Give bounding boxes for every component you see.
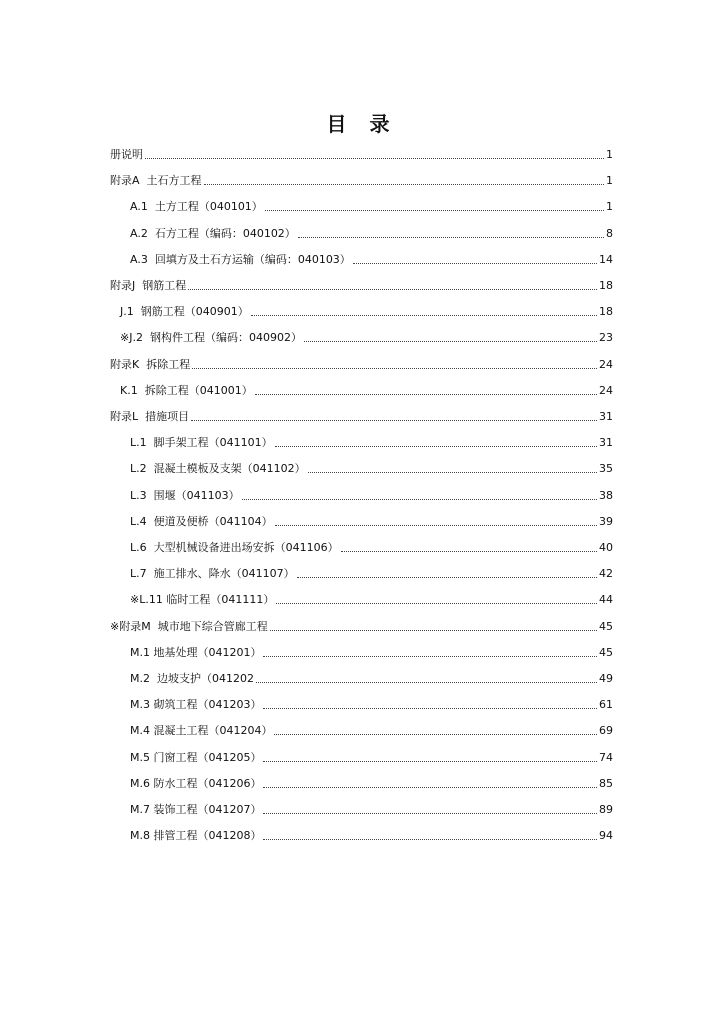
toc-entry-label: M.6 防水工程（041206） xyxy=(130,776,262,790)
toc-entry[interactable] xyxy=(130,640,613,660)
dot-leader xyxy=(265,209,604,211)
toc-entry[interactable] xyxy=(110,614,613,634)
toc-entry-label: M.5 门窗工程（041205） xyxy=(130,750,262,764)
toc-entry-page-number: 61 xyxy=(599,698,613,712)
toc-entry-label: L.2 混凝土模板及支架（041102） xyxy=(130,462,306,476)
dot-leader xyxy=(276,602,597,604)
toc-entry-label: 附录J 钢筋工程 xyxy=(110,279,187,292)
dot-leader xyxy=(145,157,604,159)
toc-entry-label: K.1 拆除工程（041001） xyxy=(120,383,253,397)
toc-entry-page-number: 45 xyxy=(599,645,613,659)
toc-entry-label: A.1 土方工程（040101） xyxy=(130,200,263,214)
toc-entry-label: 附录A 土石方工程 xyxy=(110,174,202,188)
toc-entry-page-number: 18 xyxy=(599,305,613,319)
toc-entry-page-number: 31 xyxy=(599,410,613,423)
toc-entry-label: M.7 装饰工程（041207） xyxy=(130,803,262,816)
toc-entry[interactable] xyxy=(130,745,613,765)
toc-entry-label: ※附录M 城市地下综合管廊工程 xyxy=(110,619,268,633)
dot-leader xyxy=(242,498,597,500)
toc-entry-label: 附录K 拆除工程 xyxy=(110,357,191,371)
dot-leader xyxy=(308,471,597,473)
toc-entry-label: 册说明 xyxy=(110,148,143,161)
dot-leader xyxy=(341,550,597,552)
dot-leader xyxy=(304,340,597,342)
toc-entry[interactable] xyxy=(130,535,613,555)
toc-entry-label: 附录L 措施项目 xyxy=(110,410,190,423)
toc-entry[interactable] xyxy=(120,299,613,319)
dot-leader xyxy=(263,707,597,709)
toc-entry-label: L.6 大型机械设备进出场安拆（041106） xyxy=(130,541,339,554)
dot-leader xyxy=(353,262,597,264)
dot-leader xyxy=(270,629,597,631)
toc-entry-page-number: 1 xyxy=(606,148,613,161)
toc-entry-page-number: 38 xyxy=(599,488,613,502)
toc-entry-page-number: 40 xyxy=(599,541,613,554)
toc-entry-page-number: 94 xyxy=(599,829,613,843)
toc-entry[interactable] xyxy=(130,692,613,712)
toc-entry[interactable] xyxy=(130,456,613,476)
toc-entry-page-number: 8 xyxy=(606,226,613,240)
page-title: 目 录 xyxy=(326,112,398,136)
dot-leader xyxy=(251,314,597,316)
toc-entry[interactable] xyxy=(130,221,613,241)
toc-entry[interactable] xyxy=(130,430,613,450)
dot-leader xyxy=(192,367,597,369)
toc-entry-label: L.3 围堰（041103） xyxy=(130,488,240,502)
toc-entry[interactable] xyxy=(130,797,613,817)
toc-entry-label: ※J.2 钢构件工程（编码：040902） xyxy=(120,331,302,345)
toc-entry[interactable] xyxy=(120,378,613,398)
toc-entry[interactable] xyxy=(130,483,613,503)
toc-entry-page-number: 18 xyxy=(599,279,613,292)
dot-leader xyxy=(274,733,597,735)
dot-leader xyxy=(256,681,597,683)
dot-leader xyxy=(275,524,597,526)
toc-entry-page-number: 24 xyxy=(599,383,613,397)
toc-entry-label: M.4 混凝土工程（041204） xyxy=(130,724,273,738)
toc-entry-page-number: 45 xyxy=(599,619,613,633)
toc-entry-label: L.1 脚手架工程（041101） xyxy=(130,436,273,450)
toc-entry-page-number: 23 xyxy=(599,331,613,345)
toc-entry-label: M.8 排管工程（041208） xyxy=(130,829,262,843)
toc-entry-page-number: 85 xyxy=(599,776,613,790)
toc-entry-label: L.4 便道及便桥（041104） xyxy=(130,514,273,528)
toc-entry-page-number: 44 xyxy=(599,593,613,607)
toc-entry-page-number: 39 xyxy=(599,514,613,528)
toc-entry[interactable] xyxy=(130,771,613,791)
dot-leader xyxy=(263,812,597,814)
toc-entry[interactable] xyxy=(110,168,613,188)
toc-entry-page-number: 74 xyxy=(599,750,613,764)
toc-entry-page-number: 14 xyxy=(599,252,613,266)
dot-leader xyxy=(204,183,604,185)
toc-entry[interactable] xyxy=(130,823,613,843)
dot-leader xyxy=(297,576,597,578)
toc-entry-label: M.3 砌筑工程（041203） xyxy=(130,698,262,712)
toc-entry-page-number: 89 xyxy=(599,803,613,816)
dot-leader xyxy=(263,655,597,657)
toc-entry-label: A.2 石方工程（编码：040102） xyxy=(130,226,296,240)
toc-entry[interactable] xyxy=(130,509,613,529)
toc-entry-label: L.7 施工排水、降水（041107） xyxy=(130,567,295,581)
toc-entry-page-number: 42 xyxy=(599,567,613,581)
toc-entry-label: A.3 回填方及土石方运输（编码：040103） xyxy=(130,252,351,266)
toc-entry[interactable] xyxy=(130,666,613,686)
toc-entry[interactable] xyxy=(130,194,613,214)
toc-entry-page-number: 49 xyxy=(599,672,613,685)
dot-leader xyxy=(275,445,597,447)
toc-entry-label: M.1 地基处理（041201） xyxy=(130,645,262,659)
toc-entry[interactable] xyxy=(130,587,613,607)
toc-entry-label: J.1 钢筋工程（040901） xyxy=(120,305,249,319)
dot-leader xyxy=(263,786,597,788)
toc-entry-page-number: 69 xyxy=(599,724,613,738)
toc-entry[interactable] xyxy=(110,352,613,372)
toc-entry-page-number: 35 xyxy=(599,462,613,476)
toc-entry-page-number: 31 xyxy=(599,436,613,450)
toc-entry-page-number: 1 xyxy=(606,200,613,214)
dot-leader xyxy=(188,288,597,290)
toc-entry[interactable] xyxy=(130,561,613,581)
toc-entry-page-number: 1 xyxy=(606,174,613,188)
toc-entry[interactable] xyxy=(110,404,613,424)
toc-entry[interactable] xyxy=(110,142,613,162)
dot-leader xyxy=(263,760,597,762)
dot-leader xyxy=(263,838,597,840)
toc-entry[interactable] xyxy=(120,325,613,345)
toc-entry-page-number: 24 xyxy=(599,357,613,371)
toc-entry-label: M.2 边坡支护（041202 xyxy=(130,672,254,685)
dot-leader xyxy=(255,393,597,395)
toc-entry-label: ※L.11 临时工程（041111） xyxy=(130,593,275,607)
toc-entry[interactable] xyxy=(110,273,613,293)
toc-entry[interactable] xyxy=(130,718,613,738)
dot-leader xyxy=(191,419,597,421)
dot-leader xyxy=(298,236,604,238)
toc-entry[interactable] xyxy=(130,247,613,267)
